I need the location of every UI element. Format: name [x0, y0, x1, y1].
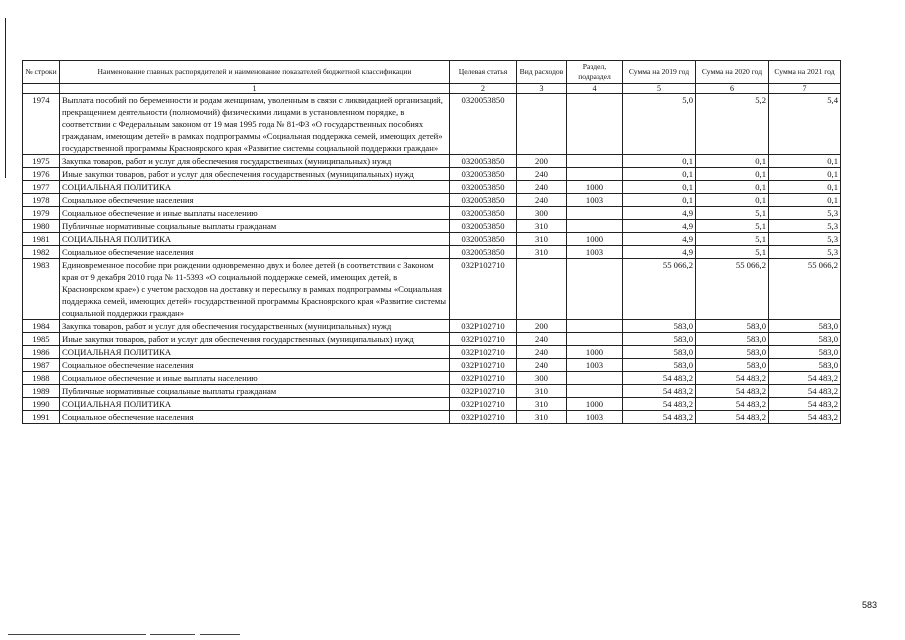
row-number: 1978	[23, 194, 60, 207]
footer-line	[200, 634, 240, 635]
row-expense-type	[517, 259, 567, 320]
header-num: № строки	[23, 61, 60, 84]
row-sum-2020: 583,0	[696, 359, 769, 372]
row-sum-2020: 583,0	[696, 346, 769, 359]
row-target-code: 0320053850	[450, 155, 517, 168]
row-sum-2020: 0,1	[696, 194, 769, 207]
table-row	[23, 372, 841, 385]
table-row	[23, 385, 841, 398]
row-name: СОЦИАЛЬНАЯ ПОЛИТИКА	[60, 346, 450, 359]
row-sum-2019: 0,1	[623, 181, 696, 194]
footer-line	[150, 634, 195, 635]
row-name: Публичные нормативные социальные выплаты гражданам	[60, 220, 450, 233]
table-row	[23, 168, 841, 181]
table-row	[23, 194, 841, 207]
row-sum-2019: 583,0	[623, 359, 696, 372]
row-sum-2021: 5,3	[769, 246, 841, 259]
row-number: 1981	[23, 233, 60, 246]
row-expense-type: 300	[517, 207, 567, 220]
row-sum-2021: 583,0	[769, 320, 841, 333]
row-section	[567, 168, 623, 181]
row-section	[567, 320, 623, 333]
row-sum-2019: 583,0	[623, 320, 696, 333]
row-sum-2020: 5,1	[696, 207, 769, 220]
row-target-code: 032P102710	[450, 333, 517, 346]
row-section	[567, 333, 623, 346]
row-number: 1979	[23, 207, 60, 220]
row-name: Социальное обеспечение населения	[60, 359, 450, 372]
row-number: 1974	[23, 94, 60, 155]
row-section: 1000	[567, 398, 623, 411]
row-name: Социальное обеспечение и иные выплаты населению	[60, 207, 450, 220]
table-row	[23, 94, 841, 155]
row-expense-type: 200	[517, 320, 567, 333]
row-sum-2021: 54 483,2	[769, 398, 841, 411]
row-sum-2019: 4,9	[623, 233, 696, 246]
row-name: СОЦИАЛЬНАЯ ПОЛИТИКА	[60, 233, 450, 246]
row-target-code: 0320053850	[450, 194, 517, 207]
table-row	[23, 220, 841, 233]
row-number: 1980	[23, 220, 60, 233]
row-expense-type: 310	[517, 220, 567, 233]
row-sum-2020: 5,1	[696, 233, 769, 246]
row-sum-2019: 5,0	[623, 94, 696, 155]
header-razd: Раздел, подраздел	[567, 61, 623, 84]
footer-line	[8, 634, 146, 635]
row-expense-type: 310	[517, 246, 567, 259]
row-name: Выплата пособий по беременности и родам женщинам, уволенным в связи с ликвидацией организаций, прекращением деятельности (полномочий) физическими лицами в установленном порядке, в соответствии с Федеральным законом от 19 мая 1995 года № 81-ФЗ «О государственных пособиях гражданам, имеющим детей» в рамках подпрограммы «Социальная поддержка семей, имеющих детей» государственной программы Красноярского края «Развитие системы социальной поддержки граждан»	[60, 94, 450, 155]
row-sum-2019: 583,0	[623, 333, 696, 346]
row-sum-2020: 0,1	[696, 155, 769, 168]
row-target-code: 0320053850	[450, 246, 517, 259]
row-sum-2021: 583,0	[769, 333, 841, 346]
col-number: 1	[60, 84, 450, 94]
row-number: 1984	[23, 320, 60, 333]
row-expense-type: 310	[517, 398, 567, 411]
row-target-code: 032P102710	[450, 385, 517, 398]
table-body	[23, 94, 841, 424]
table-row	[23, 411, 841, 424]
row-sum-2021: 0,1	[769, 194, 841, 207]
row-target-code: 0320053850	[450, 207, 517, 220]
row-sum-2019: 4,9	[623, 246, 696, 259]
row-sum-2021: 0,1	[769, 155, 841, 168]
row-section: 1003	[567, 246, 623, 259]
row-sum-2020: 54 483,2	[696, 385, 769, 398]
row-sum-2021: 0,1	[769, 181, 841, 194]
header-name: Наименование главных распорядителей и наименование показателей бюджетной классификации	[60, 61, 450, 84]
col-number	[23, 84, 60, 94]
row-sum-2021: 55 066,2	[769, 259, 841, 320]
table-row	[23, 259, 841, 320]
row-target-code: 032P102710	[450, 411, 517, 424]
row-expense-type: 240	[517, 346, 567, 359]
row-sum-2019: 0,1	[623, 194, 696, 207]
row-sum-2020: 5,1	[696, 220, 769, 233]
row-number: 1988	[23, 372, 60, 385]
col-number: 5	[623, 84, 696, 94]
header-sum-2021: Сумма на 2021 год	[769, 61, 841, 84]
table-row	[23, 359, 841, 372]
col-number: 4	[567, 84, 623, 94]
row-number: 1987	[23, 359, 60, 372]
row-expense-type: 310	[517, 233, 567, 246]
table-row	[23, 320, 841, 333]
row-number: 1990	[23, 398, 60, 411]
row-section: 1003	[567, 411, 623, 424]
row-number: 1976	[23, 168, 60, 181]
col-number: 2	[450, 84, 517, 94]
col-number: 3	[517, 84, 567, 94]
row-expense-type: 300	[517, 372, 567, 385]
row-section: 1003	[567, 359, 623, 372]
row-sum-2020: 0,1	[696, 168, 769, 181]
row-name: СОЦИАЛЬНАЯ ПОЛИТИКА	[60, 398, 450, 411]
row-target-code: 032P102710	[450, 259, 517, 320]
table-row	[23, 233, 841, 246]
row-sum-2021: 54 483,2	[769, 372, 841, 385]
row-sum-2019: 4,9	[623, 220, 696, 233]
row-section: 1000	[567, 346, 623, 359]
row-name: Социальное обеспечение и иные выплаты населению	[60, 372, 450, 385]
row-name: Социальное обеспечение населения	[60, 411, 450, 424]
row-sum-2021: 583,0	[769, 359, 841, 372]
row-sum-2019: 55 066,2	[623, 259, 696, 320]
row-number: 1985	[23, 333, 60, 346]
row-number: 1975	[23, 155, 60, 168]
row-section: 1003	[567, 194, 623, 207]
row-section	[567, 385, 623, 398]
row-section	[567, 372, 623, 385]
row-section	[567, 207, 623, 220]
row-sum-2020: 54 483,2	[696, 372, 769, 385]
page-number: 583	[862, 600, 878, 610]
row-number: 1989	[23, 385, 60, 398]
row-name: Иные закупки товаров, работ и услуг для обеспечения государственных (муниципальных) нужд	[60, 333, 450, 346]
row-section	[567, 155, 623, 168]
row-sum-2019: 0,1	[623, 155, 696, 168]
row-sum-2020: 54 483,2	[696, 411, 769, 424]
row-target-code: 0320053850	[450, 233, 517, 246]
row-target-code: 032P102710	[450, 372, 517, 385]
table-row	[23, 398, 841, 411]
row-expense-type: 310	[517, 411, 567, 424]
header-sum-2019: Сумма на 2019 год	[623, 61, 696, 84]
row-target-code: 0320053850	[450, 181, 517, 194]
budget-table	[22, 60, 841, 424]
row-sum-2021: 0,1	[769, 168, 841, 181]
row-sum-2021: 54 483,2	[769, 385, 841, 398]
row-expense-type: 240	[517, 194, 567, 207]
row-sum-2019: 54 483,2	[623, 372, 696, 385]
row-sum-2021: 5,4	[769, 94, 841, 155]
row-sum-2020: 583,0	[696, 320, 769, 333]
row-section: 1000	[567, 233, 623, 246]
row-expense-type	[517, 94, 567, 155]
header-sum-2020: Сумма на 2020 год	[696, 61, 769, 84]
margin-line	[5, 18, 6, 178]
column-number-row	[23, 84, 841, 94]
row-name: Закупка товаров, работ и услуг для обеспечения государственных (муниципальных) нужд	[60, 320, 450, 333]
table-row	[23, 155, 841, 168]
row-number: 1986	[23, 346, 60, 359]
col-number: 6	[696, 84, 769, 94]
row-sum-2020: 5,1	[696, 246, 769, 259]
col-number: 7	[769, 84, 841, 94]
row-name: Социальное обеспечение населения	[60, 194, 450, 207]
row-section	[567, 94, 623, 155]
row-sum-2020: 5,2	[696, 94, 769, 155]
header-row	[23, 61, 841, 84]
row-expense-type: 200	[517, 155, 567, 168]
row-number: 1977	[23, 181, 60, 194]
table-row	[23, 181, 841, 194]
row-expense-type: 240	[517, 168, 567, 181]
row-expense-type: 310	[517, 385, 567, 398]
row-sum-2021: 54 483,2	[769, 411, 841, 424]
row-expense-type: 240	[517, 181, 567, 194]
row-name: Единовременное пособие при рождении одновременно двух и более детей (в соответствии с Законом края от 9 декабря 2010 года № 11-5393 «О социальной поддержке семей, имеющих детей, в Красноярском крае») с учетом расходов на доставку и пересылку в рамках подпрограммы «Социальная поддержка семей, имеющих детей» государственной программы Красноярского края «Развитие системы социальной поддержки граждан»	[60, 259, 450, 320]
row-name: Иные закупки товаров, работ и услуг для обеспечения государственных (муниципальных) нужд	[60, 168, 450, 181]
row-sum-2019: 54 483,2	[623, 398, 696, 411]
header-vid: Вид расходов	[517, 61, 567, 84]
row-sum-2020: 55 066,2	[696, 259, 769, 320]
row-target-code: 0320053850	[450, 220, 517, 233]
row-target-code: 0320053850	[450, 168, 517, 181]
row-number: 1991	[23, 411, 60, 424]
table-row	[23, 207, 841, 220]
row-sum-2021: 5,3	[769, 220, 841, 233]
row-sum-2020: 583,0	[696, 333, 769, 346]
row-number: 1983	[23, 259, 60, 320]
row-name: СОЦИАЛЬНАЯ ПОЛИТИКА	[60, 181, 450, 194]
row-sum-2021: 5,3	[769, 233, 841, 246]
row-number: 1982	[23, 246, 60, 259]
row-name: Публичные нормативные социальные выплаты гражданам	[60, 385, 450, 398]
row-name: Социальное обеспечение населения	[60, 246, 450, 259]
row-sum-2020: 54 483,2	[696, 398, 769, 411]
row-target-code: 032P102710	[450, 346, 517, 359]
row-name: Закупка товаров, работ и услуг для обеспечения государственных (муниципальных) нужд	[60, 155, 450, 168]
table-row	[23, 246, 841, 259]
row-section	[567, 259, 623, 320]
row-section: 1000	[567, 181, 623, 194]
row-target-code: 032P102710	[450, 398, 517, 411]
row-expense-type: 240	[517, 333, 567, 346]
row-sum-2019: 54 483,2	[623, 385, 696, 398]
table-row	[23, 346, 841, 359]
row-expense-type: 240	[517, 359, 567, 372]
row-target-code: 032P102710	[450, 320, 517, 333]
table-row	[23, 333, 841, 346]
row-section	[567, 220, 623, 233]
row-sum-2019: 0,1	[623, 168, 696, 181]
row-sum-2020: 0,1	[696, 181, 769, 194]
row-sum-2019: 4,9	[623, 207, 696, 220]
header-code: Целевая статья	[450, 61, 517, 84]
row-sum-2021: 583,0	[769, 346, 841, 359]
row-target-code: 0320053850	[450, 94, 517, 155]
row-sum-2019: 583,0	[623, 346, 696, 359]
row-sum-2021: 5,3	[769, 207, 841, 220]
row-target-code: 032P102710	[450, 359, 517, 372]
row-sum-2019: 54 483,2	[623, 411, 696, 424]
